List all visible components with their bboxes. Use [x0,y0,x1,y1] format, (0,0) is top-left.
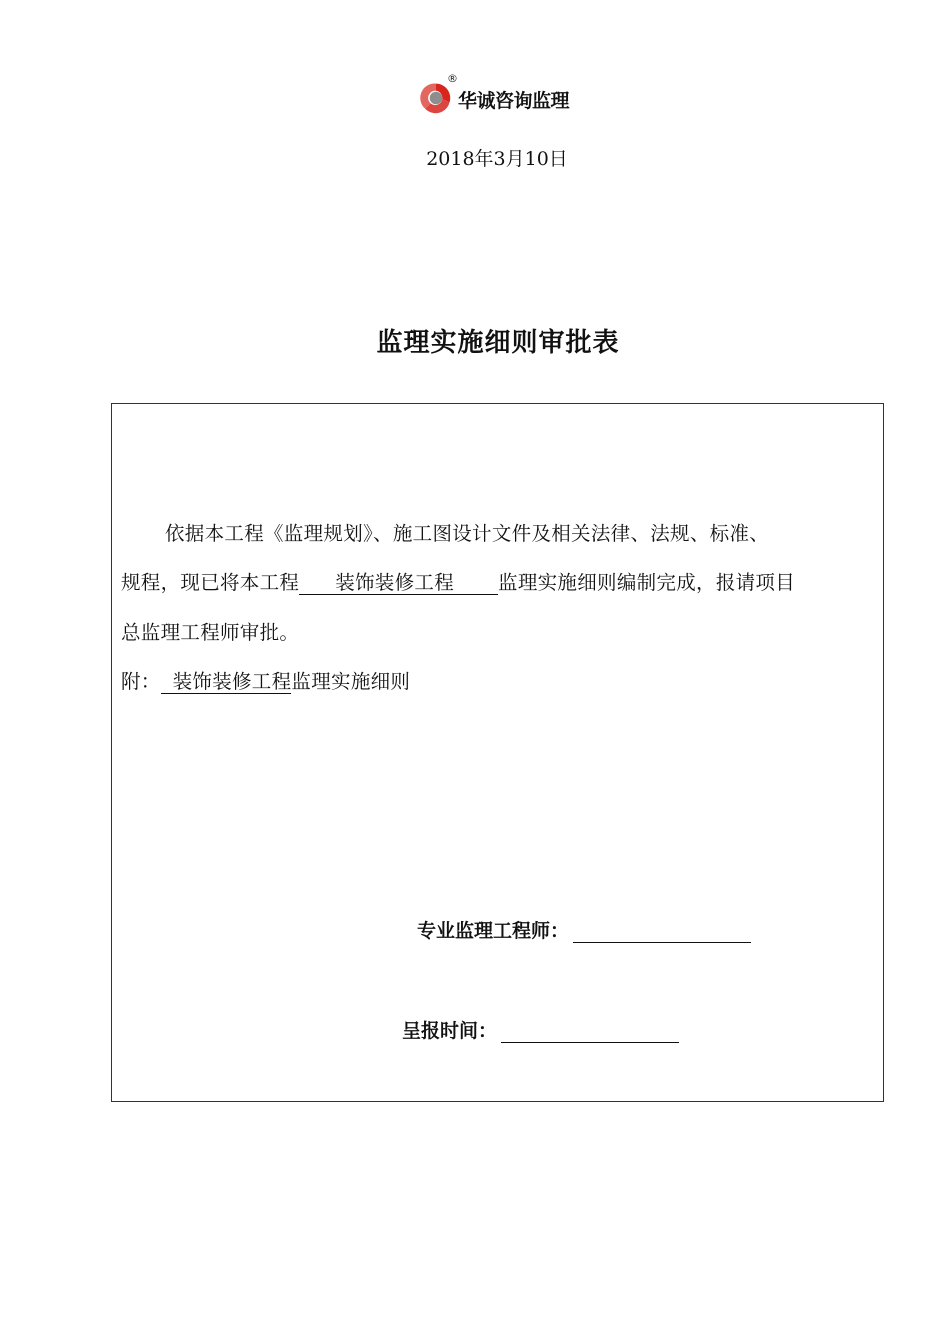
engineer-signature-blank[interactable] [573,924,751,943]
registered-mark: ® [447,72,458,85]
submit-time-blank[interactable] [501,1024,679,1043]
logo-emblem-icon [418,80,454,116]
body-line-1: 依据本工程《监理规划》、施工图设计文件及相关法律、法规、标准、 [165,522,770,545]
project-name: 装饰装修工程 [335,571,455,594]
attachment-line [121,666,410,694]
body-line-2-prefix: 规程，现已将本工程 [121,571,300,594]
logo-text: 华诚咨询监理 [458,90,570,112]
body-line-2 [121,567,795,595]
attachment-name-field [161,671,292,694]
company-logo [416,72,576,116]
engineer-signature-row [417,916,751,943]
engineer-signature-label: 专业监理工程师： [417,920,570,942]
attachment-suffix: 监理实施细则 [291,670,411,693]
attachment-prefix: 附： [121,670,161,693]
document-date: 2018年3月10日 [426,148,568,170]
approval-form-box [111,403,884,1102]
body-line-3: 总监理工程师审批。 [121,621,300,644]
form-title: 监理实施细则审批表 [376,328,620,358]
submit-time-label: 呈报时间： [402,1020,498,1042]
attachment-name: 装饰装修工程 [172,670,292,693]
body-line-2-suffix: 监理实施细则编制完成，报请项目 [498,571,796,594]
submit-time-row [402,1016,679,1043]
project-name-field [299,572,498,595]
